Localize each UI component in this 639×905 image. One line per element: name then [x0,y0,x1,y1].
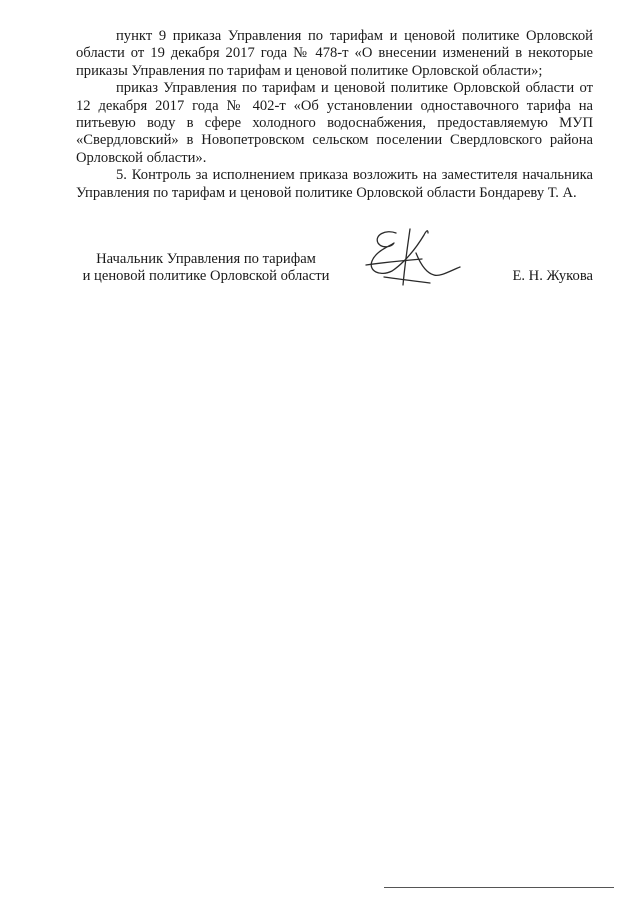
signatory-title-line-1: Начальник Управления по тарифам [96,251,316,267]
signatory-title [76,251,336,286]
signatory-title-line-2: и ценовой политике Орловской области [82,268,330,285]
signature-block [76,251,593,301]
handwritten-signature [358,223,478,293]
signatory-name: Е. Н. Жукова [512,268,593,284]
paragraph-order-402: приказ Управления по тарифам и ценовой политике Орловской области от 12 декабря 2017 года № 402-т «Об установлении одноставочного тарифа на питьевую воду в сфере холодного водоснабжения, предоставляемую МУП «Свердловский» в Новопетровском сельском поселении Свердловского района Орловской области». [76,80,593,166]
footer-rule [384,887,614,888]
paragraph-item-9-order-478: пункт 9 приказа Управления по тарифам и ценовой политике Орловской области от 19 декабря 2017 года № 478-т «О внесении изменений в некоторые приказы Управления по тарифам и ценовой политике Орловской области»; [76,28,593,79]
paragraph-control-clause: 5. Контроль за исполнением приказа возложить на заместителя начальника Управления по тарифам и ценовой политике Орловской области Бондареву Т. А. [76,167,593,201]
document-body [76,28,593,202]
